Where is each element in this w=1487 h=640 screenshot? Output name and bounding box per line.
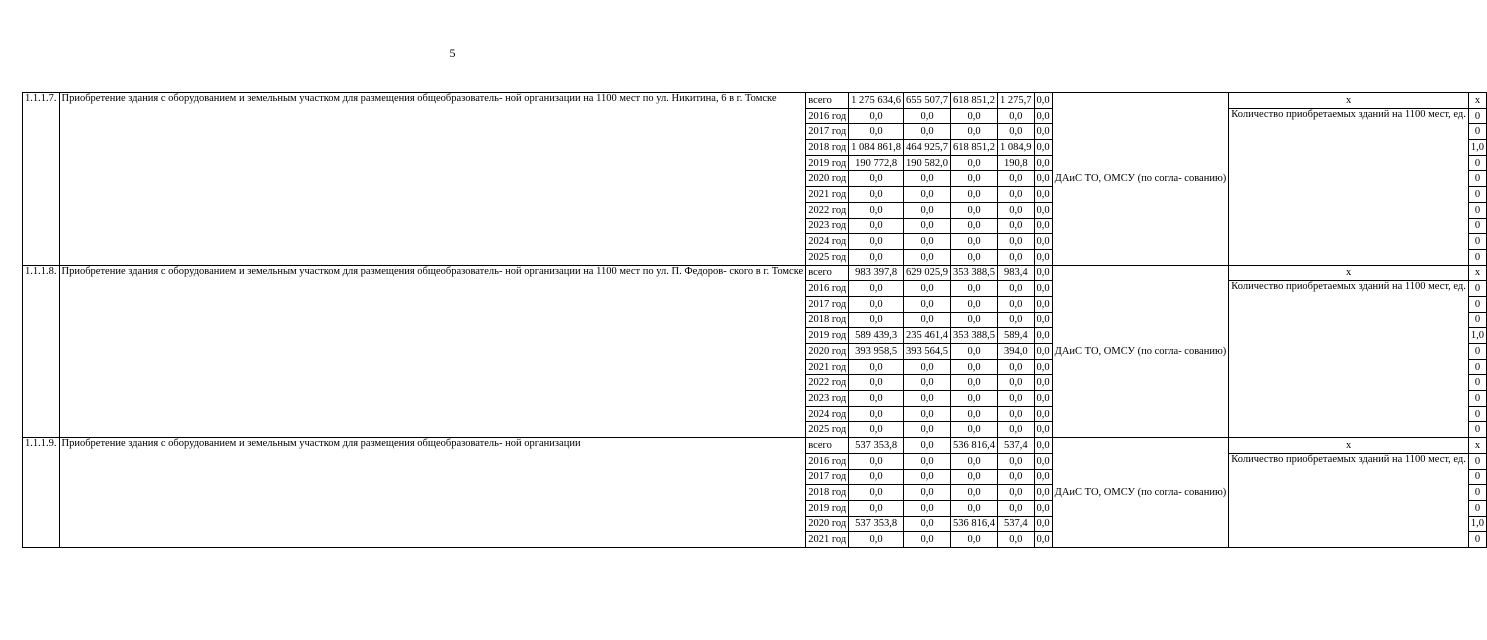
measure-name: Приобретение здания с оборудованием и земельным участком для размещения общеобразователь- ной организации на 1100 мест по ул. П. Федоров- ского в г. Томске (59, 265, 806, 438)
amount-local: 0,0 (998, 453, 1035, 469)
measure-code: 1.1.1.7. (23, 93, 60, 266)
indicator-value: 0 (1468, 218, 1486, 234)
table-row (23, 93, 1487, 109)
row-year: всего (806, 265, 849, 281)
amount-local: 537,4 (998, 516, 1035, 532)
amount-federal: 0,0 (904, 108, 951, 124)
table-row (23, 265, 1487, 281)
amount-extrabudget: 0,0 (1034, 516, 1052, 532)
amount-local: 589,4 (998, 328, 1035, 344)
amount-total: 0,0 (849, 296, 904, 312)
amount-extrabudget: 0,0 (1034, 328, 1052, 344)
amount-federal: 0,0 (904, 422, 951, 438)
amount-regional: 353 388,5 (951, 265, 998, 281)
indicator-value: 0 (1468, 469, 1486, 485)
amount-extrabudget: 0,0 (1034, 140, 1052, 156)
indicator-value: 0 (1468, 171, 1486, 187)
row-year: 2023 год (806, 391, 849, 407)
amount-local: 0,0 (998, 249, 1035, 265)
amount-federal: 235 461,4 (904, 328, 951, 344)
amount-regional: 0,0 (951, 124, 998, 140)
indicator-value: 0 (1468, 296, 1486, 312)
amount-federal: 0,0 (904, 391, 951, 407)
amount-total: 393 958,5 (849, 344, 904, 360)
amount-local: 0,0 (998, 500, 1035, 516)
row-year: 2024 год (806, 234, 849, 250)
amount-local: 0,0 (998, 296, 1035, 312)
amount-total: 0,0 (849, 187, 904, 203)
amount-local: 0,0 (998, 281, 1035, 297)
amount-total: 0,0 (849, 124, 904, 140)
indicator-value: 0 (1468, 234, 1486, 250)
measure-name: Приобретение здания с оборудованием и земельным участком для размещения общеобразователь- ной организации (59, 438, 806, 548)
amount-federal: 0,0 (904, 218, 951, 234)
amount-total: 0,0 (849, 171, 904, 187)
measure-name: Приобретение здания с оборудованием и земельным участком для размещения общеобразователь- ной организации на 1100 мест по ул. Никитина, 6 в г. Томске (59, 93, 806, 266)
amount-federal: 0,0 (904, 202, 951, 218)
indicator-value: 1,0 (1468, 516, 1486, 532)
indicator-value: 0 (1468, 391, 1486, 407)
amount-local: 1 084,9 (998, 140, 1035, 156)
amount-local: 983,4 (998, 265, 1035, 281)
amount-total: 0,0 (849, 312, 904, 328)
indicator-value: 0 (1468, 422, 1486, 438)
amount-regional: 0,0 (951, 249, 998, 265)
amount-total: 0,0 (849, 532, 904, 548)
row-year: 2020 год (806, 171, 849, 187)
indicator-value: 0 (1468, 187, 1486, 203)
amount-total: 0,0 (849, 500, 904, 516)
indicator-header: x (1229, 93, 1469, 109)
amount-federal: 0,0 (904, 485, 951, 501)
amount-regional: 0,0 (951, 485, 998, 501)
amount-extrabudget: 0,0 (1034, 234, 1052, 250)
page-number: 5 (449, 46, 456, 60)
amount-regional: 0,0 (951, 155, 998, 171)
amount-extrabudget: 0,0 (1034, 265, 1052, 281)
row-year: 2018 год (806, 485, 849, 501)
amount-regional: 0,0 (951, 296, 998, 312)
program-table (22, 92, 1487, 548)
executor: ДАиС ТО, ОМСУ (по согла- сованию) (1052, 438, 1229, 548)
amount-local: 537,4 (998, 438, 1035, 454)
amount-extrabudget: 0,0 (1034, 108, 1052, 124)
row-year: 2020 год (806, 516, 849, 532)
indicator-value: 0 (1468, 155, 1486, 171)
amount-regional: 0,0 (951, 532, 998, 548)
indicator-value: 0 (1468, 312, 1486, 328)
amount-extrabudget: 0,0 (1034, 187, 1052, 203)
amount-federal: 0,0 (904, 406, 951, 422)
amount-local: 394,0 (998, 344, 1035, 360)
amount-local: 0,0 (998, 532, 1035, 548)
amount-local: 0,0 (998, 422, 1035, 438)
amount-federal: 0,0 (904, 296, 951, 312)
executor: ДАиС ТО, ОМСУ (по согла- сованию) (1052, 93, 1229, 266)
row-year: всего (806, 438, 849, 454)
amount-local: 0,0 (998, 469, 1035, 485)
indicator-value: 0 (1468, 124, 1486, 140)
amount-regional: 0,0 (951, 391, 998, 407)
amount-extrabudget: 0,0 (1034, 155, 1052, 171)
amount-total: 537 353,8 (849, 516, 904, 532)
row-year: 2019 год (806, 500, 849, 516)
amount-extrabudget: 0,0 (1034, 124, 1052, 140)
table-row (23, 438, 1487, 454)
indicator-value: 0 (1468, 532, 1486, 548)
executor: ДАиС ТО, ОМСУ (по согла- сованию) (1052, 265, 1229, 438)
amount-extrabudget: 0,0 (1034, 344, 1052, 360)
amount-federal: 464 925,7 (904, 140, 951, 156)
indicator-value: 0 (1468, 359, 1486, 375)
amount-regional: 0,0 (951, 453, 998, 469)
amount-federal: 629 025,9 (904, 265, 951, 281)
indicator-value: 0 (1468, 485, 1486, 501)
amount-regional: 0,0 (951, 171, 998, 187)
amount-total: 0,0 (849, 375, 904, 391)
amount-regional: 618 851,2 (951, 93, 998, 109)
row-year: 2016 год (806, 453, 849, 469)
amount-regional: 618 851,2 (951, 140, 998, 156)
amount-regional: 0,0 (951, 281, 998, 297)
amount-regional: 0,0 (951, 344, 998, 360)
indicator-name: Количество приобретаемых зданий на 1100 мест, ед. (1229, 453, 1469, 547)
amount-federal: 190 582,0 (904, 155, 951, 171)
amount-total: 0,0 (849, 485, 904, 501)
amount-total: 1 084 861,8 (849, 140, 904, 156)
amount-total: 0,0 (849, 453, 904, 469)
row-year: 2022 год (806, 375, 849, 391)
row-year: 2017 год (806, 124, 849, 140)
amount-extrabudget: 0,0 (1034, 485, 1052, 501)
amount-total: 0,0 (849, 469, 904, 485)
amount-federal: 393 564,5 (904, 344, 951, 360)
amount-extrabudget: 0,0 (1034, 500, 1052, 516)
amount-federal: 0,0 (904, 453, 951, 469)
amount-local: 0,0 (998, 391, 1035, 407)
amount-extrabudget: 0,0 (1034, 438, 1052, 454)
amount-extrabudget: 0,0 (1034, 249, 1052, 265)
amount-local: 0,0 (998, 375, 1035, 391)
indicator-value: 0 (1468, 108, 1486, 124)
row-year: 2022 год (806, 202, 849, 218)
row-year: 2018 год (806, 312, 849, 328)
amount-local: 0,0 (998, 359, 1035, 375)
amount-total: 0,0 (849, 391, 904, 407)
amount-local: 0,0 (998, 312, 1035, 328)
row-year: 2024 год (806, 406, 849, 422)
amount-federal: 0,0 (904, 124, 951, 140)
amount-federal: 0,0 (904, 312, 951, 328)
amount-total: 589 439,3 (849, 328, 904, 344)
amount-extrabudget: 0,0 (1034, 171, 1052, 187)
amount-total: 0,0 (849, 234, 904, 250)
indicator-value: 0 (1468, 375, 1486, 391)
amount-extrabudget: 0,0 (1034, 391, 1052, 407)
amount-total: 983 397,8 (849, 265, 904, 281)
indicator-value: x (1468, 438, 1486, 454)
measure-code: 1.1.1.9. (23, 438, 60, 548)
amount-local: 0,0 (998, 218, 1035, 234)
amount-extrabudget: 0,0 (1034, 469, 1052, 485)
amount-local: 0,0 (998, 124, 1035, 140)
amount-extrabudget: 0,0 (1034, 453, 1052, 469)
amount-regional: 536 816,4 (951, 516, 998, 532)
indicator-value: 1,0 (1468, 328, 1486, 344)
amount-extrabudget: 0,0 (1034, 296, 1052, 312)
amount-federal: 0,0 (904, 171, 951, 187)
amount-extrabudget: 0,0 (1034, 218, 1052, 234)
amount-extrabudget: 0,0 (1034, 422, 1052, 438)
amount-regional: 536 816,4 (951, 438, 998, 454)
amount-total: 0,0 (849, 422, 904, 438)
amount-extrabudget: 0,0 (1034, 359, 1052, 375)
indicator-header: x (1229, 438, 1469, 454)
amount-total: 0,0 (849, 406, 904, 422)
amount-local: 0,0 (998, 406, 1035, 422)
amount-regional: 0,0 (951, 406, 998, 422)
indicator-value: x (1468, 265, 1486, 281)
amount-regional: 0,0 (951, 359, 998, 375)
row-year: 2017 год (806, 469, 849, 485)
amount-regional: 0,0 (951, 234, 998, 250)
row-year: 2016 год (806, 108, 849, 124)
amount-regional: 0,0 (951, 187, 998, 203)
row-year: 2025 год (806, 249, 849, 265)
amount-federal: 0,0 (904, 375, 951, 391)
row-year: всего (806, 93, 849, 109)
amount-extrabudget: 0,0 (1034, 406, 1052, 422)
amount-total: 190 772,8 (849, 155, 904, 171)
amount-extrabudget: 0,0 (1034, 281, 1052, 297)
amount-extrabudget: 0,0 (1034, 312, 1052, 328)
amount-regional: 0,0 (951, 469, 998, 485)
amount-regional: 0,0 (951, 312, 998, 328)
amount-federal: 0,0 (904, 249, 951, 265)
amount-federal: 0,0 (904, 187, 951, 203)
amount-total: 0,0 (849, 249, 904, 265)
amount-extrabudget: 0,0 (1034, 202, 1052, 218)
amount-total: 0,0 (849, 202, 904, 218)
amount-regional: 0,0 (951, 218, 998, 234)
indicator-name: Количество приобретаемых зданий на 1100 мест, ед. (1229, 108, 1469, 265)
amount-federal: 0,0 (904, 516, 951, 532)
amount-federal: 0,0 (904, 359, 951, 375)
indicator-value: 1,0 (1468, 140, 1486, 156)
measure-code: 1.1.1.8. (23, 265, 60, 438)
amount-federal: 0,0 (904, 469, 951, 485)
row-year: 2018 год (806, 140, 849, 156)
row-year: 2021 год (806, 359, 849, 375)
amount-regional: 353 388,5 (951, 328, 998, 344)
amount-extrabudget: 0,0 (1034, 93, 1052, 109)
indicator-name: Количество приобретаемых зданий на 1100 мест, ед. (1229, 281, 1469, 438)
indicator-value: 0 (1468, 453, 1486, 469)
amount-regional: 0,0 (951, 375, 998, 391)
row-year: 2025 год (806, 422, 849, 438)
indicator-value: 0 (1468, 281, 1486, 297)
amount-total: 0,0 (849, 218, 904, 234)
amount-extrabudget: 0,0 (1034, 375, 1052, 391)
indicator-value: 0 (1468, 202, 1486, 218)
row-year: 2020 год (806, 344, 849, 360)
amount-local: 0,0 (998, 171, 1035, 187)
amount-extrabudget: 0,0 (1034, 532, 1052, 548)
row-year: 2019 год (806, 155, 849, 171)
amount-total: 1 275 634,6 (849, 93, 904, 109)
amount-local: 0,0 (998, 234, 1035, 250)
row-year: 2017 год (806, 296, 849, 312)
amount-federal: 655 507,7 (904, 93, 951, 109)
amount-local: 0,0 (998, 485, 1035, 501)
amount-local: 0,0 (998, 202, 1035, 218)
amount-total: 0,0 (849, 108, 904, 124)
amount-local: 0,0 (998, 187, 1035, 203)
amount-federal: 0,0 (904, 234, 951, 250)
row-year: 2021 год (806, 187, 849, 203)
amount-federal: 0,0 (904, 532, 951, 548)
amount-federal: 0,0 (904, 281, 951, 297)
indicator-value: x (1468, 93, 1486, 109)
indicator-value: 0 (1468, 500, 1486, 516)
amount-local: 1 275,7 (998, 93, 1035, 109)
amount-total: 0,0 (849, 281, 904, 297)
indicator-header: x (1229, 265, 1469, 281)
amount-total: 537 353,8 (849, 438, 904, 454)
amount-total: 0,0 (849, 359, 904, 375)
amount-regional: 0,0 (951, 202, 998, 218)
indicator-value: 0 (1468, 249, 1486, 265)
row-year: 2019 год (806, 328, 849, 344)
amount-local: 0,0 (998, 108, 1035, 124)
amount-local: 190,8 (998, 155, 1035, 171)
indicator-value: 0 (1468, 344, 1486, 360)
amount-federal: 0,0 (904, 438, 951, 454)
amount-regional: 0,0 (951, 108, 998, 124)
row-year: 2016 год (806, 281, 849, 297)
amount-regional: 0,0 (951, 500, 998, 516)
indicator-value: 0 (1468, 406, 1486, 422)
row-year: 2023 год (806, 218, 849, 234)
amount-regional: 0,0 (951, 422, 998, 438)
amount-federal: 0,0 (904, 500, 951, 516)
row-year: 2021 год (806, 532, 849, 548)
